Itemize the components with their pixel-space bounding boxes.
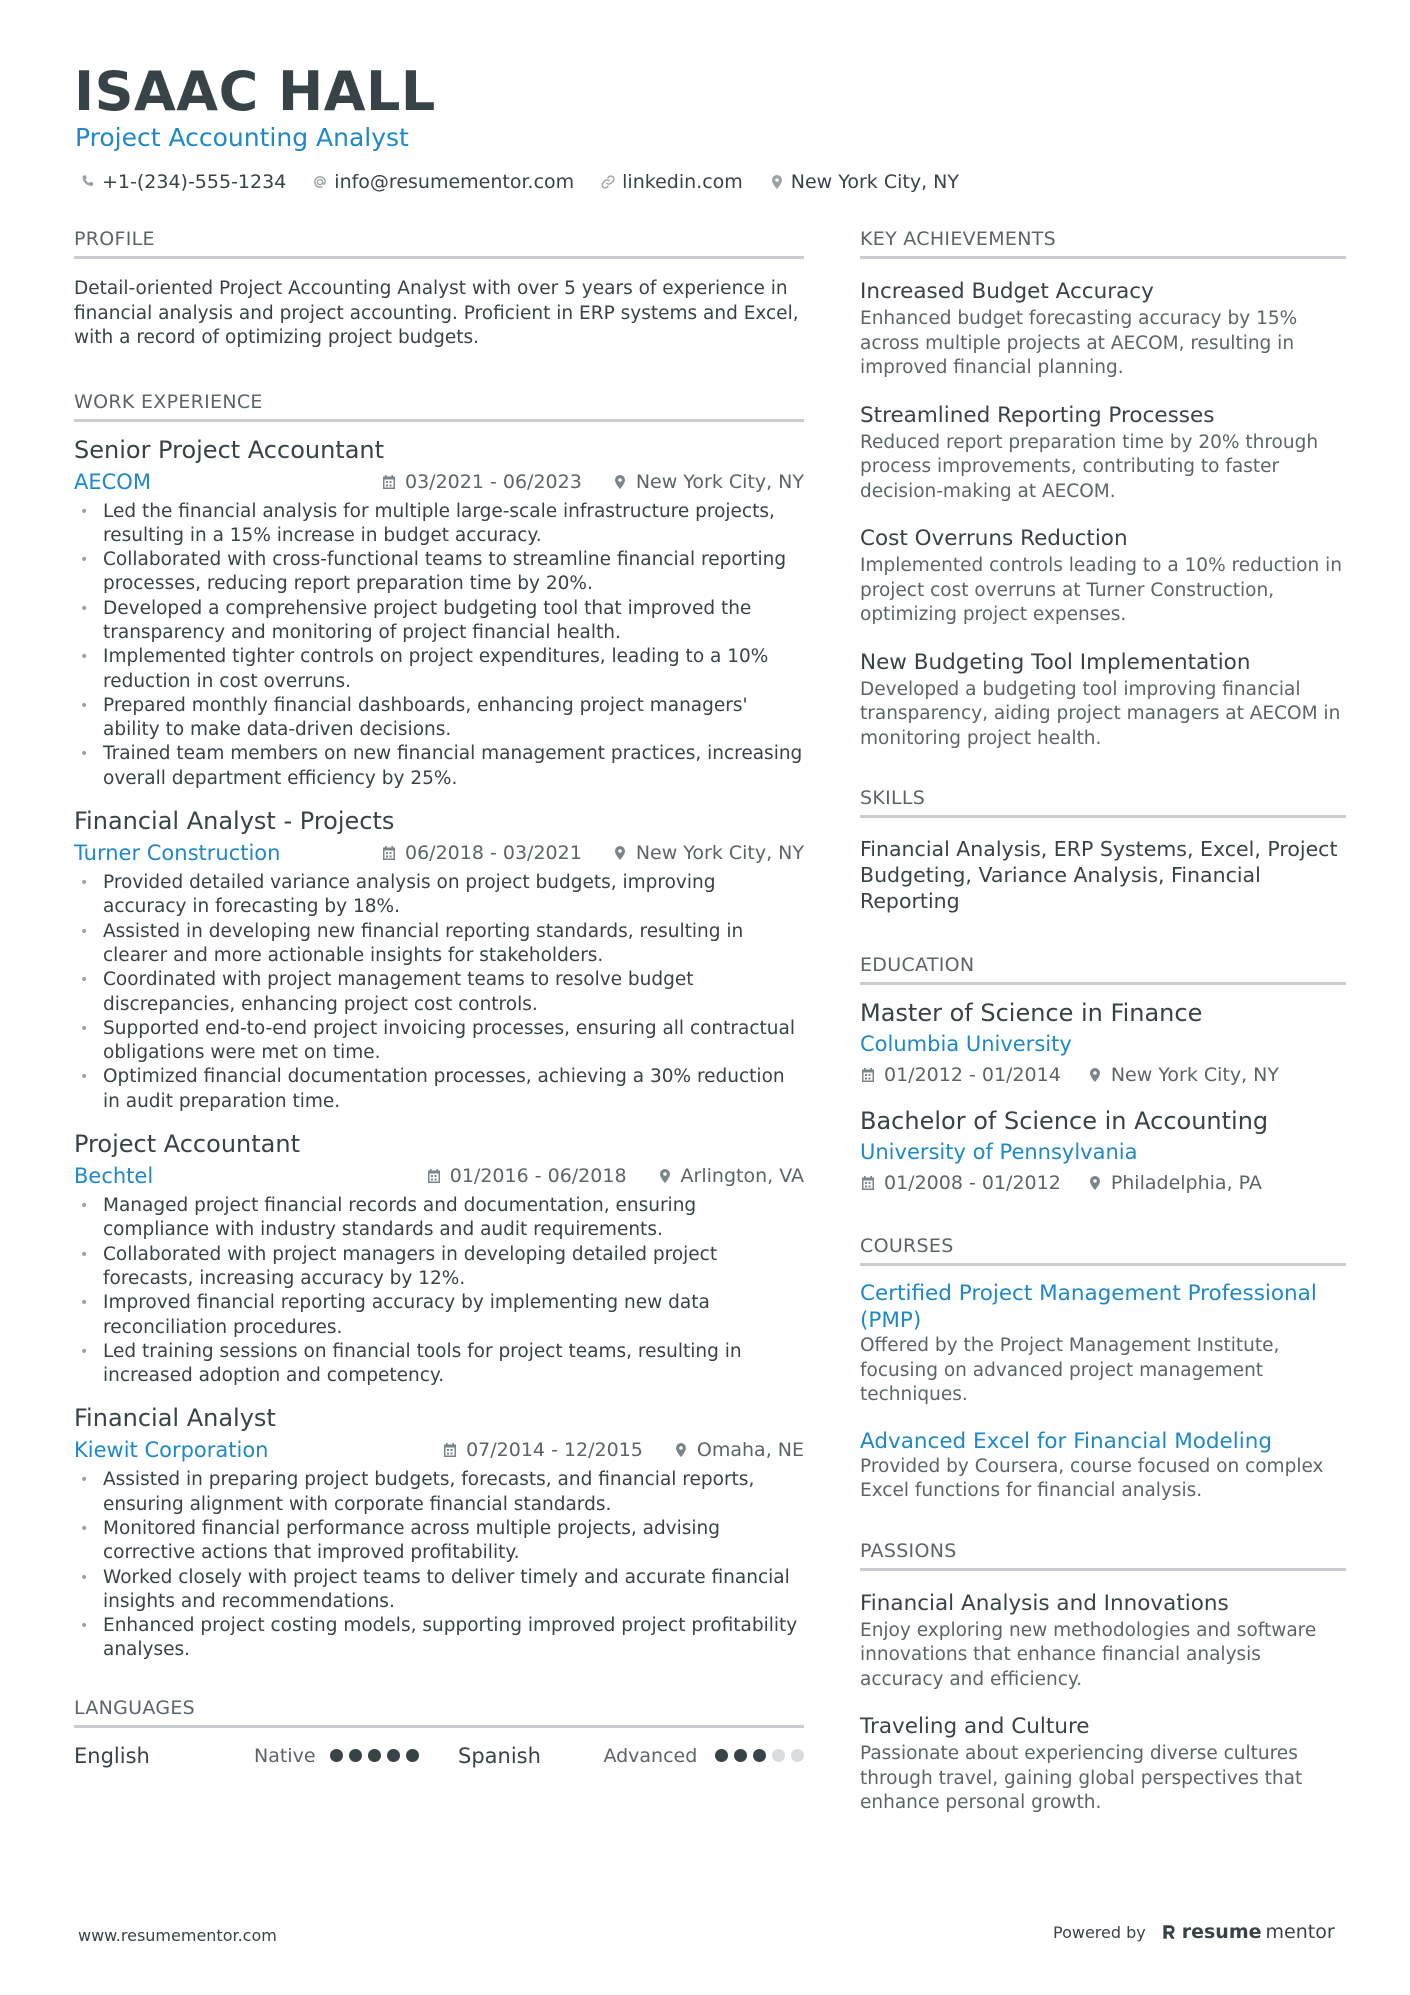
course-item <box>860 1280 1346 1408</box>
rating-dot <box>734 1749 747 1762</box>
calendar-icon <box>860 1175 876 1191</box>
course-text: Provided by Coursera, course focused on complex Excel functions for financial analysis. <box>860 1455 1324 1501</box>
job-bullet: • Worked closely with project teams to deliver timely and accurate financial insights and recommendations. <box>74 1566 804 1615</box>
company-name: Bechtel <box>74 1164 154 1189</box>
contact-linkedin[interactable] <box>600 168 743 196</box>
job-bullets <box>74 1468 804 1662</box>
calendar-icon <box>442 1442 458 1458</box>
job-meta-right <box>442 1439 804 1461</box>
language-rating <box>330 1749 419 1762</box>
section-heading: PASSIONS <box>860 1538 1346 1571</box>
job-location-text: New York City, NY <box>635 842 804 865</box>
section-heading: WORK EXPERIENCE <box>74 389 804 422</box>
school: University of Pennsylvania <box>860 1140 1138 1164</box>
rating-dot <box>791 1749 804 1762</box>
school: Columbia University <box>860 1032 1072 1056</box>
calendar-icon <box>381 845 397 861</box>
job-dates <box>442 1439 643 1461</box>
section-heading: SKILLS <box>860 785 1346 818</box>
contact-location-text: New York City, NY <box>790 171 959 193</box>
job-bullet: • Assisted in developing new financial reporting standards, resulting in clearer and more actionable insights for stakeholders. <box>74 920 804 969</box>
job-bullet: • Trained team members on new financial management practices, increasing overall department efficiency by 25%. <box>74 742 804 791</box>
passion-item <box>860 1589 1346 1693</box>
skills-text: Financial Analysis, ERP Systems, Excel, Project Budgeting, Variance Analysis, Financial Reporting <box>860 837 1338 913</box>
job-bullet: • Supported end-to-end project invoicing processes, ensuring all contractual obligations were met on time. <box>74 1017 804 1066</box>
brand-logo[interactable] <box>1160 1921 1335 1943</box>
job-dates-text: 07/2014 - 12/2015 <box>466 1439 643 1462</box>
job-location-text: Arlington, VA <box>680 1165 804 1188</box>
company-name: AECOM <box>74 469 151 494</box>
achievement-title: New Budgeting Tool Implementation <box>860 649 1251 675</box>
calendar-icon <box>860 1067 876 1083</box>
job-bullets <box>74 871 804 1114</box>
job-title: Senior Project Accountant <box>74 435 385 464</box>
language-name: Spanish <box>458 1743 541 1768</box>
skills-section <box>860 785 1346 914</box>
education-dates-text: 01/2008 - 01/2012 <box>884 1172 1061 1194</box>
language-item <box>74 1744 458 1768</box>
achievement-title: Streamlined Reporting Processes <box>860 402 1215 428</box>
job-entry <box>74 1128 804 1388</box>
job-bullet: • Enhanced project costing models, supporting improved project profitability analyses. <box>74 1614 804 1663</box>
achievement-item <box>860 401 1346 505</box>
job-dates-text: 03/2021 - 06/2023 <box>405 470 582 493</box>
experience-section <box>74 389 804 1663</box>
rating-dot <box>387 1749 400 1762</box>
candidate-title: Project Accounting Analyst <box>75 123 409 152</box>
footer-website[interactable]: www.resumementor.com <box>78 1926 277 1945</box>
company-name: Kiewit Corporation <box>74 1438 269 1463</box>
achievement-item <box>860 524 1346 628</box>
job-location <box>673 1439 804 1461</box>
brand-mark-icon <box>1160 1923 1178 1941</box>
job-bullet: • Collaborated with project managers in developing detailed project forecasts, increasing accuracy by 12%. <box>74 1243 804 1292</box>
calendar-icon <box>426 1168 442 1184</box>
brand-bold: resume <box>1181 1921 1262 1943</box>
passion-title: Financial Analysis and Innovations <box>860 1590 1229 1616</box>
job-bullet: • Prepared monthly financial dashboards, enhancing project managers' ability to make data-driven decisions. <box>74 694 804 743</box>
job-location-text: New York City, NY <box>635 470 804 493</box>
job-location <box>612 471 804 493</box>
education-location <box>1087 1059 1279 1091</box>
contact-email[interactable] <box>312 168 574 196</box>
job-bullet: • Managed project financial records and documentation, ensuring compliance with industry standards and audit requirements. <box>74 1194 804 1243</box>
job-entry <box>74 434 804 792</box>
powered-by-label: Powered by <box>1053 1922 1146 1942</box>
job-bullets <box>74 500 804 792</box>
brand-rest: mentor <box>1265 1921 1335 1943</box>
achievement-title: Increased Budget Accuracy <box>860 279 1154 304</box>
job-bullet: • Assisted in preparing project budgets, forecasts, and financial reports, ensuring alignment with corporate financial standards. <box>74 1468 804 1517</box>
language-level: Advanced <box>603 1744 698 1767</box>
job-bullet: • Improved financial reporting accuracy by implementing new data reconciliation procedures. <box>74 1291 804 1340</box>
phone-icon <box>80 174 96 190</box>
rating-dot <box>753 1749 766 1762</box>
job-title: Project Accountant <box>74 1130 300 1159</box>
job-entry <box>74 805 804 1114</box>
rating-dot <box>330 1749 343 1762</box>
map-pin-icon <box>612 845 628 861</box>
achievements-section <box>860 226 1346 751</box>
contact-location <box>769 168 959 196</box>
course-title: Advanced Excel for Financial Modeling <box>860 1428 1272 1454</box>
job-meta-right <box>381 842 804 864</box>
language-rating <box>715 1749 804 1762</box>
company-name: Turner Construction <box>74 841 281 866</box>
map-pin-icon <box>769 174 785 190</box>
job-location <box>657 1165 804 1187</box>
job-meta <box>74 1434 804 1466</box>
passion-title: Traveling and Culture <box>860 1714 1090 1739</box>
education-meta <box>860 1167 1346 1199</box>
courses-section <box>860 1233 1346 1504</box>
profile-section <box>74 226 804 351</box>
job-bullet: • Collaborated with cross-functional teams to streamline financial reporting processes, reducing report preparation time by 20%. <box>74 548 804 597</box>
job-location <box>612 842 804 864</box>
job-bullet: • Optimized financial documentation processes, achieving a 30% reduction in audit preparation time. <box>74 1065 804 1114</box>
link-icon <box>600 174 616 190</box>
footer-branding <box>1053 1921 1335 1943</box>
job-bullet: • Coordinated with project management teams to resolve budget discrepancies, enhancing project cost controls. <box>74 968 804 1017</box>
job-bullet: • Led the financial analysis for multiple large-scale infrastructure projects, resulting in a 15% increase in budget accuracy. <box>74 500 804 549</box>
section-heading: LANGUAGES <box>74 1695 804 1728</box>
education-item <box>860 997 1346 1091</box>
job-meta <box>74 466 804 498</box>
education-item <box>860 1105 1346 1199</box>
course-title: Certified Project Management Professional (PMP) <box>860 1281 1317 1333</box>
course-text: Offered by the Project Management Institute, focusing on advanced project management techniques. <box>860 1335 1280 1405</box>
education-location-text: New York City, NY <box>1110 1064 1279 1086</box>
job-bullet: • Provided detailed variance analysis on project budgets, improving accuracy in forecasting by 18%. <box>74 871 804 920</box>
contact-bar <box>80 168 959 196</box>
degree: Master of Science in Finance <box>860 999 1203 1027</box>
passions-section <box>860 1538 1346 1816</box>
map-pin-icon <box>612 474 628 490</box>
map-pin-icon <box>1087 1175 1103 1191</box>
job-bullet: • Implemented tighter controls on project expenditures, leading to a 10% reduction in cost overruns. <box>74 645 804 694</box>
section-heading: PROFILE <box>74 226 804 259</box>
languages-section <box>74 1695 804 1776</box>
right-column <box>860 226 1346 1836</box>
job-meta <box>74 837 804 869</box>
map-pin-icon <box>657 1168 673 1184</box>
map-pin-icon <box>673 1442 689 1458</box>
achievement-text: Reduced report preparation time by 20% through process improvements, contributing to faster decision-making at AECOM. <box>860 431 1319 502</box>
achievement-text: Implemented controls leading to a 10% reduction in project cost overruns at Turner Construction, optimizing project expenses. <box>860 555 1342 625</box>
course-item <box>860 1428 1346 1504</box>
candidate-name: ISAAC HALL <box>74 60 436 123</box>
section-heading: COURSES <box>860 1233 1346 1266</box>
job-dates <box>381 471 582 493</box>
education-dates <box>860 1167 1061 1199</box>
achievement-title: Cost Overruns Reduction <box>860 526 1128 551</box>
job-dates <box>381 842 582 864</box>
job-entry <box>74 1402 804 1662</box>
contact-linkedin-text: linkedin.com <box>622 171 743 193</box>
achievement-item <box>860 648 1346 752</box>
job-location-text: Omaha, NE <box>696 1439 804 1462</box>
job-bullets <box>74 1194 804 1388</box>
job-meta-right <box>426 1165 804 1187</box>
contact-phone-text: +1-(234)-555-1234 <box>102 171 287 193</box>
achievement-text: Developed a budgeting tool improving financial transparency, aiding project managers at AECOM in monitoring project health. <box>860 678 1341 749</box>
achievement-item <box>860 277 1346 381</box>
languages-row <box>74 1736 804 1776</box>
education-section <box>860 952 1346 1199</box>
achievement-text: Enhanced budget forecasting accuracy by 15% across multiple projects at AECOM, resulting in improved financial planning. <box>860 308 1298 378</box>
map-pin-icon <box>1087 1067 1103 1083</box>
language-level: Native <box>254 1744 316 1767</box>
job-bullet: • Developed a comprehensive project budgeting tool that improved the transparency and monitoring of project financial health. <box>74 597 804 646</box>
education-dates <box>860 1059 1061 1091</box>
calendar-icon <box>381 474 397 490</box>
rating-dot <box>715 1749 728 1762</box>
contact-email-text: info@resumementor.com <box>334 171 575 193</box>
job-bullet: • Monitored financial performance across multiple projects, advising corrective actions that improved profitability. <box>74 1517 804 1566</box>
job-dates <box>426 1165 627 1187</box>
education-meta <box>860 1059 1346 1091</box>
rating-dot <box>772 1749 785 1762</box>
at-icon <box>312 174 328 190</box>
rating-dot <box>349 1749 362 1762</box>
education-location-text: Philadelphia, PA <box>1110 1172 1262 1194</box>
job-dates-text: 06/2018 - 03/2021 <box>405 842 582 865</box>
job-meta <box>74 1160 804 1192</box>
language-name: English <box>74 1743 150 1768</box>
contact-phone[interactable] <box>80 168 286 196</box>
rating-dot <box>368 1749 381 1762</box>
language-item <box>458 1744 804 1768</box>
profile-text: Detail-oriented Project Accounting Analyst with over 5 years of experience in financial analysis and project accounting. Proficient in ERP systems and Excel, with a record of optimizing project budgets. <box>74 278 799 348</box>
passion-text: Passionate about experiencing diverse cultures through travel, gaining global perspectives that enhance personal growth. <box>860 1743 1303 1813</box>
degree: Bachelor of Science in Accounting <box>860 1107 1269 1135</box>
passion-text: Enjoy exploring new methodologies and software innovations that enhance financial analysis accuracy and efficiency. <box>860 1619 1317 1690</box>
job-title: Financial Analyst <box>74 1404 276 1433</box>
education-location <box>1087 1167 1262 1199</box>
education-dates-text: 01/2012 - 01/2014 <box>884 1064 1061 1086</box>
section-heading: KEY ACHIEVEMENTS <box>860 226 1346 259</box>
rating-dot <box>406 1749 419 1762</box>
job-dates-text: 01/2016 - 06/2018 <box>449 1165 627 1188</box>
section-heading: EDUCATION <box>860 952 1346 985</box>
job-title: Financial Analyst - Projects <box>74 807 395 836</box>
job-bullet: • Led training sessions on financial tools for project teams, resulting in increased adoption and competency. <box>74 1340 804 1389</box>
job-meta-right <box>381 471 804 493</box>
left-column <box>74 226 804 1776</box>
passion-item <box>860 1712 1346 1816</box>
